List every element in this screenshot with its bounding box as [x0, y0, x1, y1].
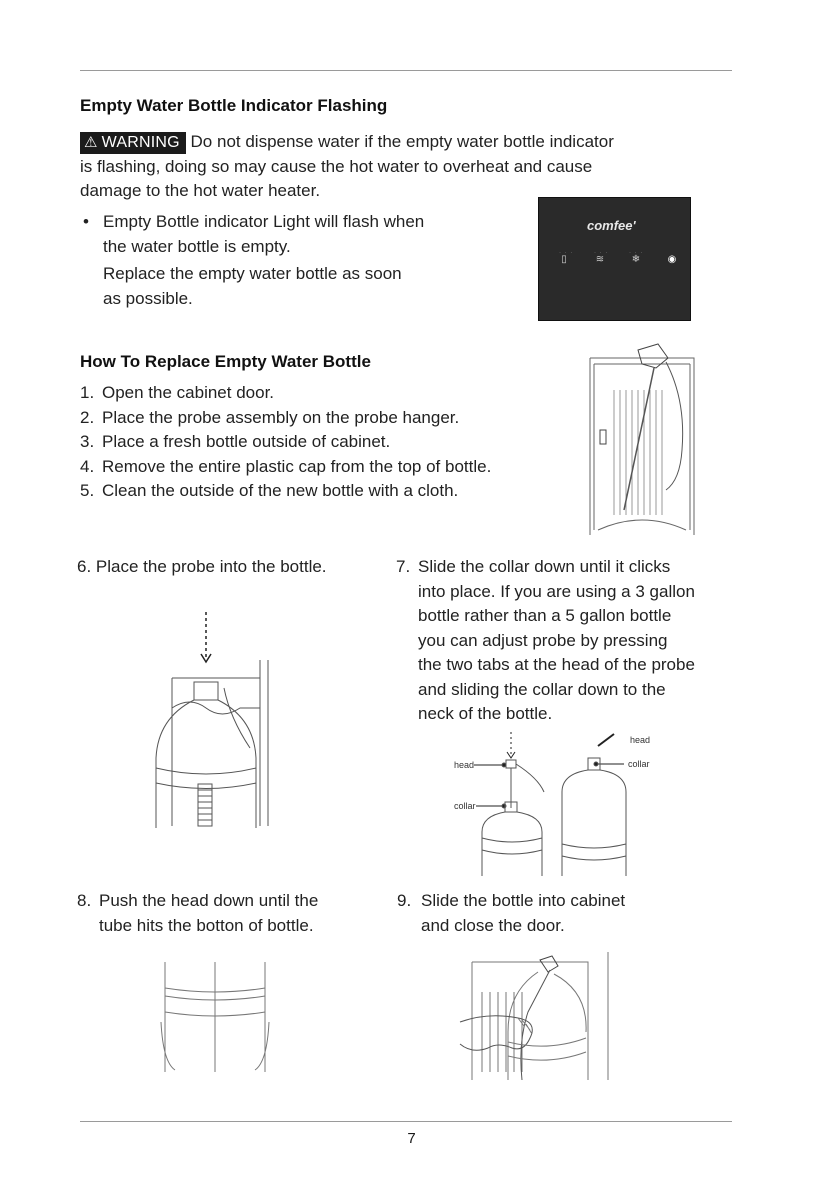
panel-dots: · · ·	[559, 250, 574, 256]
bullet-line-2: the water bottle is empty.	[103, 236, 291, 256]
cold-snowflake-icon: ❄	[631, 254, 641, 265]
panel-dots: · · ·	[629, 250, 644, 256]
warning-triangle-icon: ⚠	[84, 134, 98, 151]
step-9-text: 9. Slide the bottle into cabinet and close the door.	[397, 891, 626, 935]
step-6-text: 6. Place the probe into the bottle.	[77, 557, 327, 576]
hot-water-icon: ≋	[595, 254, 605, 265]
power-lit-icon: ◉	[667, 254, 677, 265]
replace-steps-list	[80, 381, 580, 504]
warning-line-2: is flashing, doing so may cause the hot water to overheat and cause	[80, 156, 593, 176]
step-7-text: 7. Slide the collar down until it clicks into place. If you are using a 3 gallon bottle rather than a 5 gallon bottle you can adjust probe by pressing the two tabs at the head of the probe and sliding the collar down to the neck of the bottle.	[396, 557, 695, 723]
control-panel-image	[538, 197, 691, 321]
warning-line-1	[80, 130, 760, 155]
bullet-line-3: Replace the empty water bottle as soon	[103, 264, 402, 283]
list-item: 2. Place the probe assembly on the probe hanger.	[80, 407, 460, 427]
step-6-illustration	[150, 608, 280, 833]
warning-paragraph	[80, 130, 760, 204]
bullet-line-4: as possible.	[103, 288, 193, 308]
label-head-right: head	[630, 735, 651, 745]
list-item: 4. Remove the entire plastic cap from the top of bottle.	[80, 456, 492, 476]
label-collar-right: collar	[628, 759, 650, 769]
warning-line-3: damage to the hot water heater.	[80, 181, 321, 200]
label-collar-left: collar	[454, 801, 476, 811]
list-item: 3. Place a fresh bottle outside of cabinet.	[80, 432, 391, 451]
section-heading-replace: How To Replace Empty Water Bottle	[80, 352, 371, 371]
top-rule	[80, 70, 732, 71]
step-8-illustration	[155, 962, 275, 1072]
step-7-illustration	[450, 728, 690, 878]
bullet-line-1: Empty Bottle indicator Light will flash when	[103, 212, 425, 231]
label-head-left: head	[454, 760, 475, 770]
page-number: 7	[407, 1130, 416, 1147]
step-9-illustration	[458, 952, 618, 1082]
cabinet-probe-illustration	[586, 340, 706, 540]
bullet-dot-icon: •	[83, 212, 89, 231]
step-8-text: 8. Push the head down until the tube hits the botton of bottle.	[77, 891, 319, 935]
panel-logo: comfee'	[587, 218, 636, 233]
list-item: 1. Open the cabinet door.	[80, 383, 275, 402]
warning-badge: ⚠ WARNING	[80, 132, 186, 154]
list-item: 5. Clean the outside of the new bottle with a cloth.	[80, 481, 459, 500]
bottle-indicator-icon: ▯	[561, 254, 567, 265]
section-heading-indicator: Empty Water Bottle Indicator Flashing	[80, 96, 388, 115]
bottom-rule	[80, 1121, 732, 1122]
warning-text-1: Do not dispense water if the empty water bottle indicator	[190, 132, 614, 151]
panel-dots: · · ·	[594, 250, 609, 256]
indicator-bullet	[83, 210, 523, 311]
